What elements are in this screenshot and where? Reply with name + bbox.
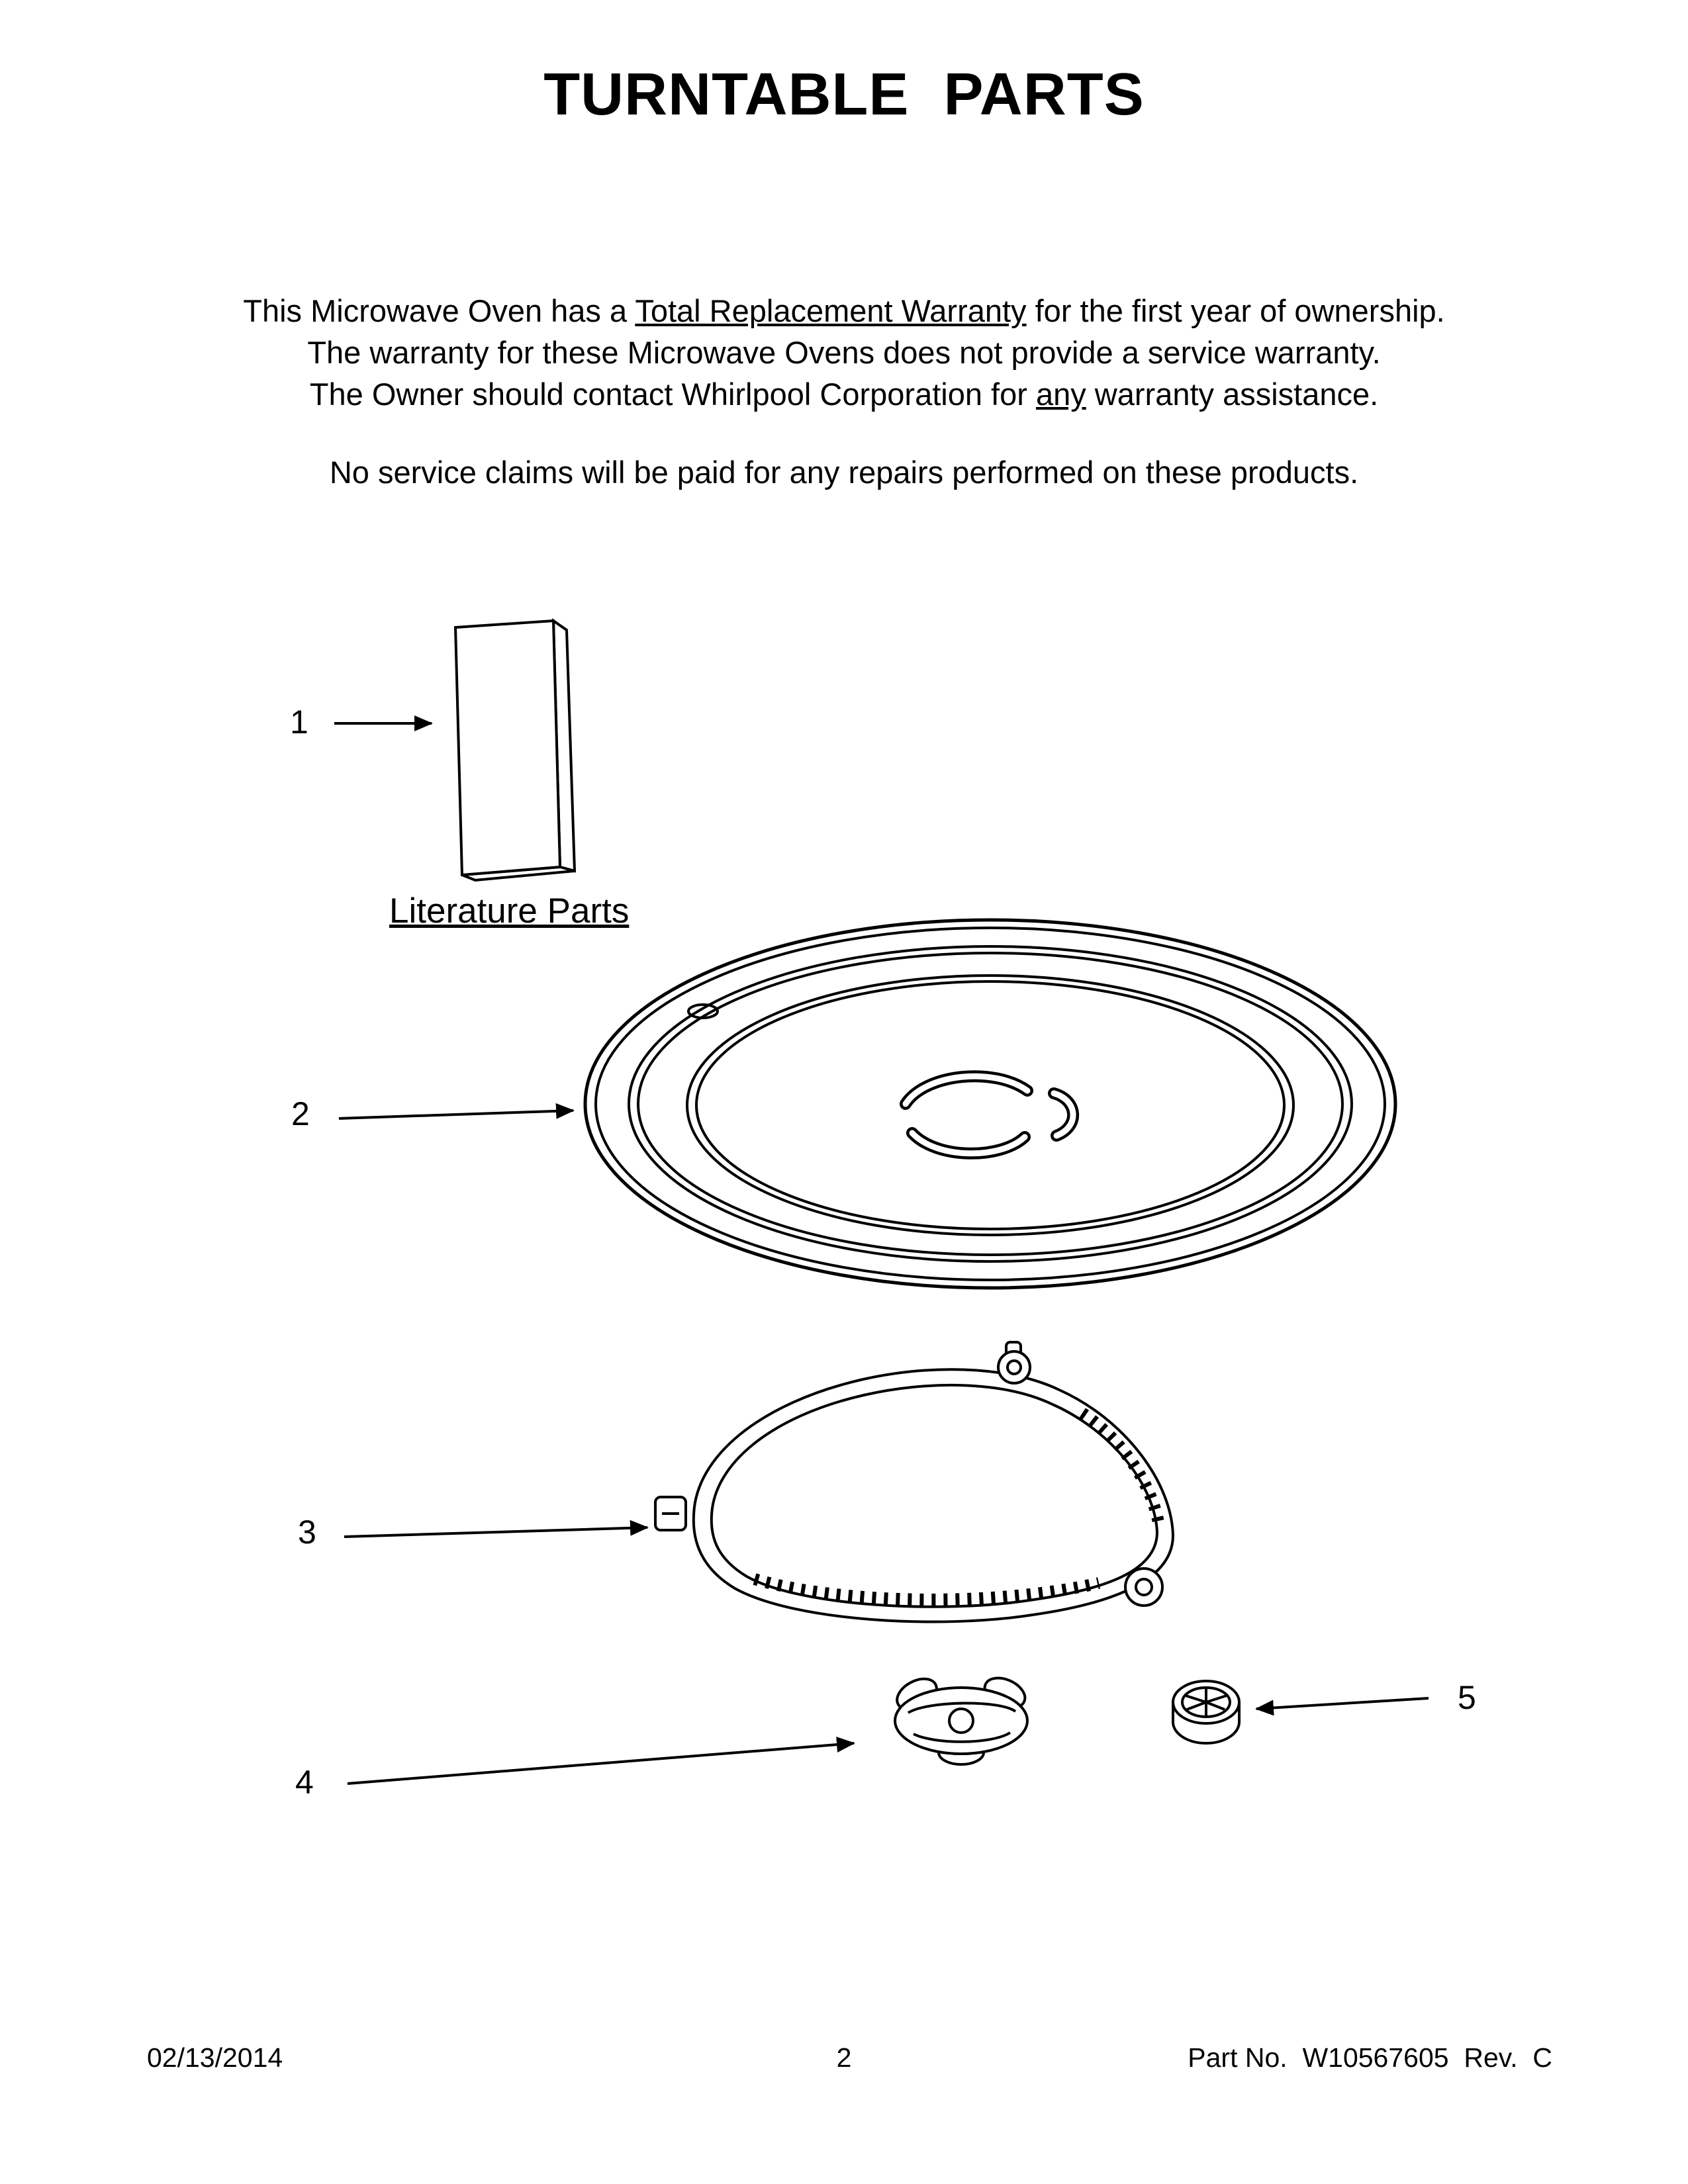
page-title: TURNTABLE PARTS [543,62,1145,128]
footer-part-number: Part No. W10567605 Rev. C [1188,2042,1552,2073]
turntable-tray-drawing [585,920,1395,1288]
warranty-line-3: The Owner should contact Whirlpool Corporation for any warranty assistance. [309,377,1379,412]
tray-hub-recess [906,1076,1073,1154]
underlined-word: any [1035,377,1086,412]
turntable-hub-drawing [892,1672,1029,1764]
ring-roller-left [655,1497,686,1530]
warranty-line-1: This Microwave Oven has a Total Replacement Warranty for the first year of ownership. [243,293,1445,328]
callout-label-4: 4 [295,1764,314,1801]
callout-arrow-5 [1256,1698,1429,1709]
warranty-line-2: The warranty for these Microwave Ovens does not provide a service warranty. [307,335,1381,370]
literature-booklet-drawing [455,621,575,880]
underlined-phrase: Total Replacement Warranty [635,293,1027,328]
footer-date: 02/13/2014 [147,2042,283,2073]
ring-roller-top [998,1342,1030,1383]
warranty-line-4: No service claims will be paid for any repairs performed on these products. [329,455,1359,490]
motor-coupler-drawing [1173,1681,1239,1743]
callout-arrow-2 [339,1111,573,1118]
callout-arrow-4 [348,1743,854,1784]
callout-arrow-3 [344,1527,647,1537]
callout-label-3: 3 [298,1514,316,1551]
ring-roller-bottom-right [1125,1569,1162,1606]
callout-label-1: 1 [290,704,308,741]
footer-page-number: 2 [836,2042,852,2073]
literature-parts-label: Literature Parts [389,891,630,931]
callout-label-2: 2 [291,1095,310,1132]
roller-ring-drawing [655,1342,1173,1622]
callout-label-5: 5 [1458,1679,1476,1716]
